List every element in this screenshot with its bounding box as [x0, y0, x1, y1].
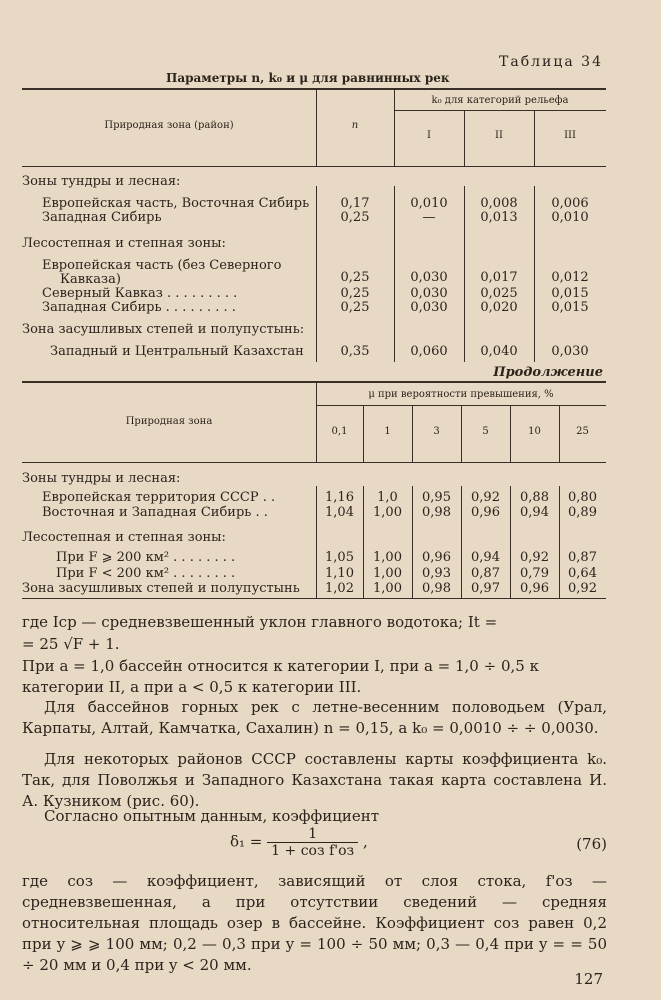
- table2-header-rule: [22, 462, 606, 463]
- table1-header-rule: [22, 166, 606, 167]
- table-row-zone: Северный Кавказ . . . . . . . . .: [42, 286, 238, 301]
- book-page: Таблица 34 Параметры n, k₀ и μ для равнинных рек Природная зона (район) n k₀ для категорий рельефа I II III Зоны тундры и лесная: Европейская часть, Восточная Сибирь 0,17 0,010 0,008 0,006 Западная Сибирь 0,25 — 0,013 0,010 Лесостепная и степная зоны: Европейская часть (без Северного Кавказа) 0,25 0,030 0,017 0,012 Северный Кавказ . . . . . . . . . 0,25 0,030 0,025 0,015 Западная Сибирь . . . . . . . . . 0,25 0,030 0,020 0,015 Зона засушливых степей и полупустынь: Западный и Центральный Казахстан 0,35 0,060 0,040 0,030 Продолжение Природная зона μ при вероятности превышения, % 0,1 1 3 5 10 25 Зоны тундры и лесная: Европейская территория СССР . . 1,16 1,0 0,95 0,92 0,88 0,80 Восточная и Западная Сибирь . . 1,04 1,00 0,98 0,96 0,94 0,89 Лесостепная и степная зоны: При F ⩾ 200 км² . . . . . . . . 1,05 1,00 0,96 0,94 0,92 0,87 При F < 200 км² . . . . . . . . 1,10 1,00 0,93 0,87 0,79 0,64 Зона засушливых степей и полупустынь 1,02 1,00 0,98 0,97 0,96 0,92 где Iср — средневзвешенный уклон главного водотока; It = = 25 √F + 1. При a = 1,0 бассейн относится к категории I, при a = 1,0 ÷ 0,5 к категории II, а при a < 0,5 к категории III. Для бассейнов горных рек с летне-весенним половодьем (Урал, Карпаты, Алтай, Камчатка, Сахалин) n = 0,15, а k₀ = 0,0010 ÷ ÷ 0,0030. Для некоторых районов СССР составлены карты коэффициента k₀. Так, для Поволжья и Западного Казахстана такая карта составлена И. А. Кузником (рис. 60). Согласно опытным данным, коэффициент δ₁ = $\frac{1}{\text{1 + cоз f'оз}}$ , (76) где cоз — коэффициент, зависящий от слоя стока, f'оз — средневзвешенная, а при отсутствии сведений — средняя относительная площадь озер в бассейне. Коэффициент cоз равен 0,2 при y ⩾ ⩾ 100 мм; 0,2 — 0,3 при y = 100 ÷ 50 мм; 0,3 — 0,4 при y = = 50 ÷ 20 мм и 0,4 при y < 20 мм. 127: [22, 54, 607, 988]
- table1-col-k0-group: k₀ для категорий рельефа: [431, 95, 569, 106]
- equation-76: δ₁ = $\frac{1}{\text{1 + cоз f'оз}}$ ,: [230, 826, 368, 859]
- table-row-zone: Западная Сибирь . . . . . . . . .: [42, 300, 236, 315]
- table1-col-I: I: [427, 130, 431, 141]
- table2-bottom-rule: [22, 598, 606, 599]
- page-number: 127: [574, 970, 603, 988]
- table1-group: Зона засушливых степей и полупустынь:: [22, 322, 305, 337]
- table2-group: Лесостепная и степная зоны:: [22, 530, 226, 545]
- paragraph-1-line-2: = 25 √F + 1.: [22, 635, 120, 653]
- table-row-zone: Европейская часть, Восточная Сибирь: [42, 196, 310, 211]
- table-row-zone-cont: Кавказа): [60, 272, 121, 287]
- table1-group: Зоны тундры и лесная:: [22, 174, 181, 189]
- table1-col-n: n: [351, 120, 359, 131]
- table2-col-zone: Природная зона: [125, 416, 213, 427]
- paragraph-4: Для некоторых районов СССР составлены карты коэффициента k₀. Так, для Поволжья и Западного Казахстана такая карта составлена И. А. Кузником (рис. 60).: [22, 750, 607, 810]
- table1-group: Лесостепная и степная зоны:: [22, 236, 226, 251]
- table2-group: Зоны тундры и лесная:: [22, 471, 181, 486]
- table2-col-mu-group: μ при вероятности превышения, %: [368, 389, 554, 400]
- paragraph-3: Для бассейнов горных рек с летне-весенним половодьем (Урал, Карпаты, Алтай, Камчатка, Сахалин) n = 0,15, а k₀ = 0,0010 ÷ ÷ 0,0030.: [22, 698, 607, 737]
- table-row-zone: Зона засушливых степей и полупустынь: [22, 581, 300, 596]
- table2-top-rule: [22, 381, 606, 383]
- continuation-label: Продолжение: [493, 365, 603, 380]
- table-row-zone: Восточная и Западная Сибирь . .: [42, 505, 268, 520]
- equation-fraction: $\frac{1}{\text{1 + cоз f'оз}}$: [267, 826, 358, 859]
- paragraph-2: При a = 1,0 бассейн относится к категории I, при a = 1,0 ÷ 0,5 к категории II, а при a < 0,5 к категории III.: [22, 657, 539, 696]
- table1-col-zone: Природная зона (район): [104, 120, 234, 131]
- table1-col-III: III: [564, 130, 576, 141]
- table-row-zone: При F < 200 км² . . . . . . . .: [56, 566, 236, 581]
- table1-top-rule: [22, 88, 606, 90]
- table-number: Таблица 34: [499, 54, 603, 70]
- table-row-zone: Западный и Центральный Казахстан: [50, 344, 304, 359]
- paragraph-1-line-1: где Iср — средневзвешенный уклон главного водотока; It =: [22, 613, 498, 631]
- table-row-zone: Западная Сибирь: [42, 210, 162, 225]
- table-row-zone: Европейская часть (без Северного: [42, 258, 282, 273]
- paragraph-6: где cоз — коэффициент, зависящий от слоя стока, f'оз — средневзвешенная, а при отсутствии сведений — средняя относительная площадь озер в бассейне. Коэффициент cоз равен 0,2 при y ⩾ ⩾ 100 мм; 0,2 — 0,3 при y = 100 ÷ 50 мм; 0,3 — 0,4 при y = = 50 ÷ 20 мм и 0,4 при y < 20 мм.: [22, 872, 607, 974]
- table1-col-II: II: [495, 130, 503, 141]
- table-row-zone: Европейская территория СССР . .: [42, 490, 276, 505]
- table-title: Параметры n, k₀ и μ для равнинных рек: [166, 71, 450, 85]
- table-row-zone: При F ⩾ 200 км² . . . . . . . .: [56, 550, 236, 565]
- paragraph-5: Согласно опытным данным, коэффициент: [44, 807, 380, 825]
- equation-number: (76): [576, 835, 607, 853]
